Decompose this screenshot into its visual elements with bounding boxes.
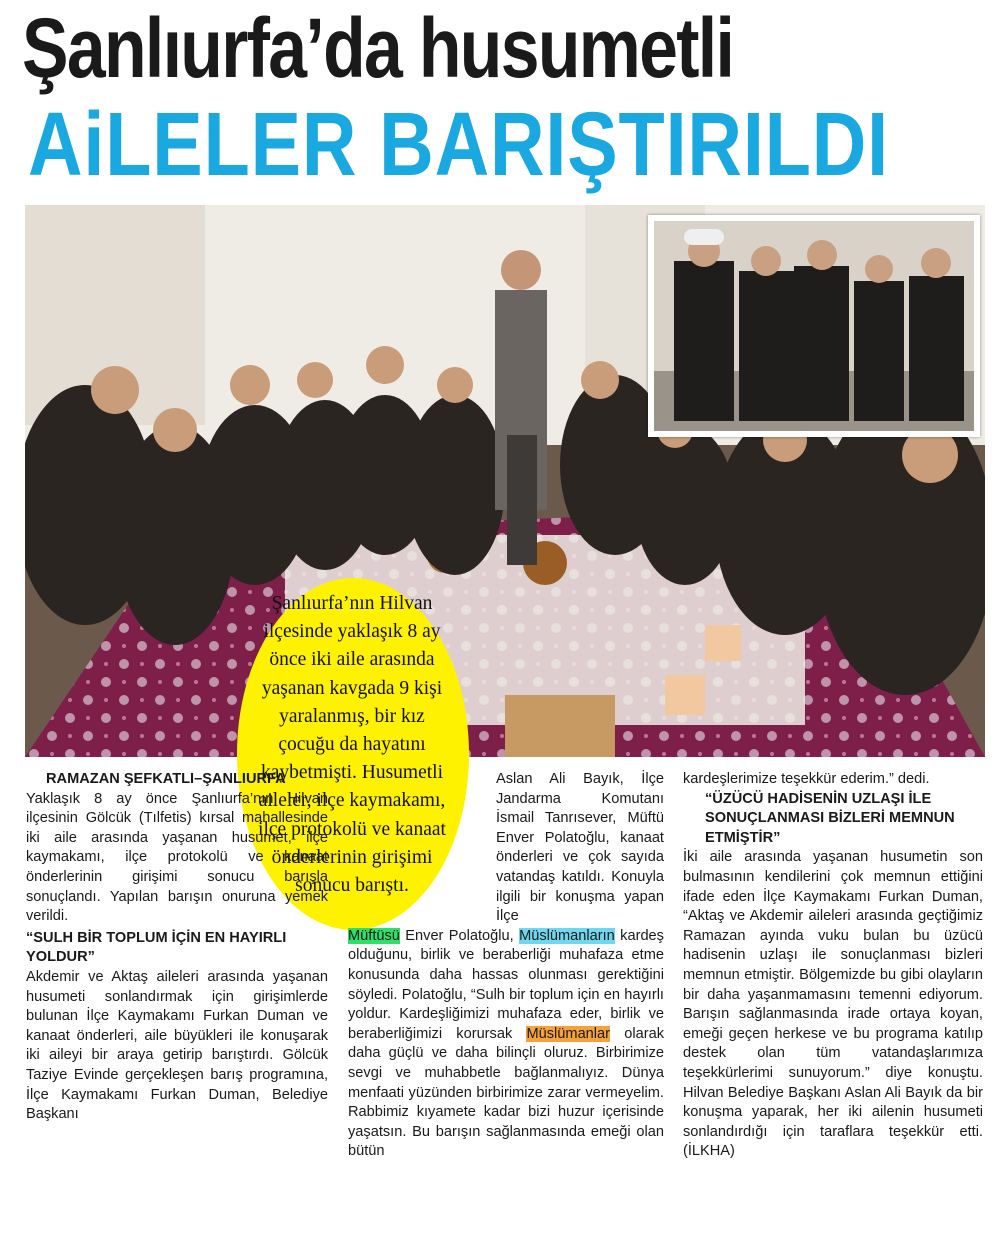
article-paragraph-3: Aslan Ali Bayık, İlçe Jandarma Komutanı İsmail Tanrısever, Müftü Enver Polatoğlu, kanaat önderleri ve çok sayıda vatandaş katıldı. Konuyla ilgili bir konuşma yapan İlçe xyxy=(496,771,664,925)
article-paragraph-1: Yaklaşık 8 ay önce Şanlıurfa’nın Hilvan ilçesinin Gölcük (Tılfetis) kırsal mahallesinde iki aile arasında yaşanan husumet, ilçe kaymakamı, ilçe protokolü ve kanaat önderlerinin girişimi sonucu barışla sonuçlandı. Yapılan barışın onuruna yemek verildi. xyxy=(26,790,328,925)
article-column-2 xyxy=(348,770,664,1162)
text-segment: kardeş olduğunu, birlik ve beraberliği muhafaza etme konusunda daha hassas olunması gerektiğini söyledi. Polatoğlu, “Sulh bir toplum için en hayırlı yoldur. Kardeşliğimizi muhafaza eder, birlik ve beraberliğimizi korursak xyxy=(348,927,664,1042)
spot-text: Şanlıurfa’nın Hilvan ilçesinde yaklaşık 8 ay önce iki aile arasında yaşanan kavgada 9 kişi yaralanmış, bir kız çocuğu da hayatını kaybetmişti. Husumetli aileler, ilçe kaymakamı, ilçe protokolü ve kanaat önderlerinin girişimi sonucu barıştı. xyxy=(258,593,446,897)
article-column-1 xyxy=(26,770,328,1125)
headline-line-2: AiLELER BARIŞTIRILDI xyxy=(28,95,889,195)
byline: RAMAZAN ŞEFKATLI–ŞANLIURFA xyxy=(46,771,286,787)
text-segment: Enver Polatoğlu, xyxy=(405,927,514,944)
headline-line-1: Şanlıurfa’da husumetli xyxy=(22,1,734,95)
article-paragraph-2: Akdemir ve Aktaş aileleri arasında yaşanan husumeti sonlandırmak için girişimlerde bulunan İlçe Kaymakamı Furkan Duman ve kanaat önderleri, aile büyükleri ile konuşarak iki aileyi bir araya getirip barıştırdı. Gölcük Taziye Evinde gerçekleşen barış programına, İlçe Kaymakamı Furkan Duman, Belediye Başkanı xyxy=(26,968,328,1123)
article-paragraph-5: İki aile arasında yaşanan husumetin son bulmasının kendilerini çok memnun ettiğini ifade eden İlçe Kaymakamı Furkan Duman, “Aktaş ve Akdemir aileleri arasında geçtiğimiz Ramazan ayında vuku bulan bu üzücü hadisenin uzlaşı ile sonuçlanması bizleri memnun etmiştir. Bölgemizde bu gibi olayların bir daha yaşanmamasını temenni ediyorum. Barışın sağlanmasında irade ortaya koyan, emeği geçen herkese ve bu programa katılıp destek olan tüm vatandaşlarımıza teşekkürlerimi sunuyorum.” diye konuştu. Hilvan Belediye Başkanı Aslan Ali Bayık da bir konuşma yaparak, her iki ailenin husumeti sonlandırdığı için taraflara teşekkür etti. (İLKHA) xyxy=(683,849,983,1160)
highlight-muslumanlar: Müslümanlar xyxy=(526,1025,611,1042)
article-column-3 xyxy=(683,770,983,1162)
subheading-2: “ÜZÜCÜ HADİSENİN UZLAŞI İLE SONUÇLANMASI BİZLERİ MEMNUN ETMİŞTİR” xyxy=(705,790,955,846)
subheading-1: “SULH BİR TOPLUM İÇİN EN HAYIRLI YOLDUR” xyxy=(26,929,287,966)
article-paragraph-3-continued xyxy=(348,927,664,1162)
text-segment: olarak daha güçlü ve daha bilinçli oluruz. Birbirimize sevgi ve muhabbetle bağlanmalıyız. Dünya menfaati yüzünden birbirimize zarar vermeyelim. Rabbimiz kıyamete kadar bizi huzur içerisinde yaşatsın. Bu barışın sağlanmasında emeği olan bütün xyxy=(348,1025,664,1160)
inset-photo-illustration xyxy=(654,221,974,431)
highlight-muftu: Müftüsü xyxy=(348,927,400,944)
highlight-muslumanlarin: Müslümanların xyxy=(519,927,615,944)
inset-photo xyxy=(648,215,980,437)
article-paragraph-4: kardeşlerimize teşekkür ederim.” dedi. xyxy=(683,771,930,787)
